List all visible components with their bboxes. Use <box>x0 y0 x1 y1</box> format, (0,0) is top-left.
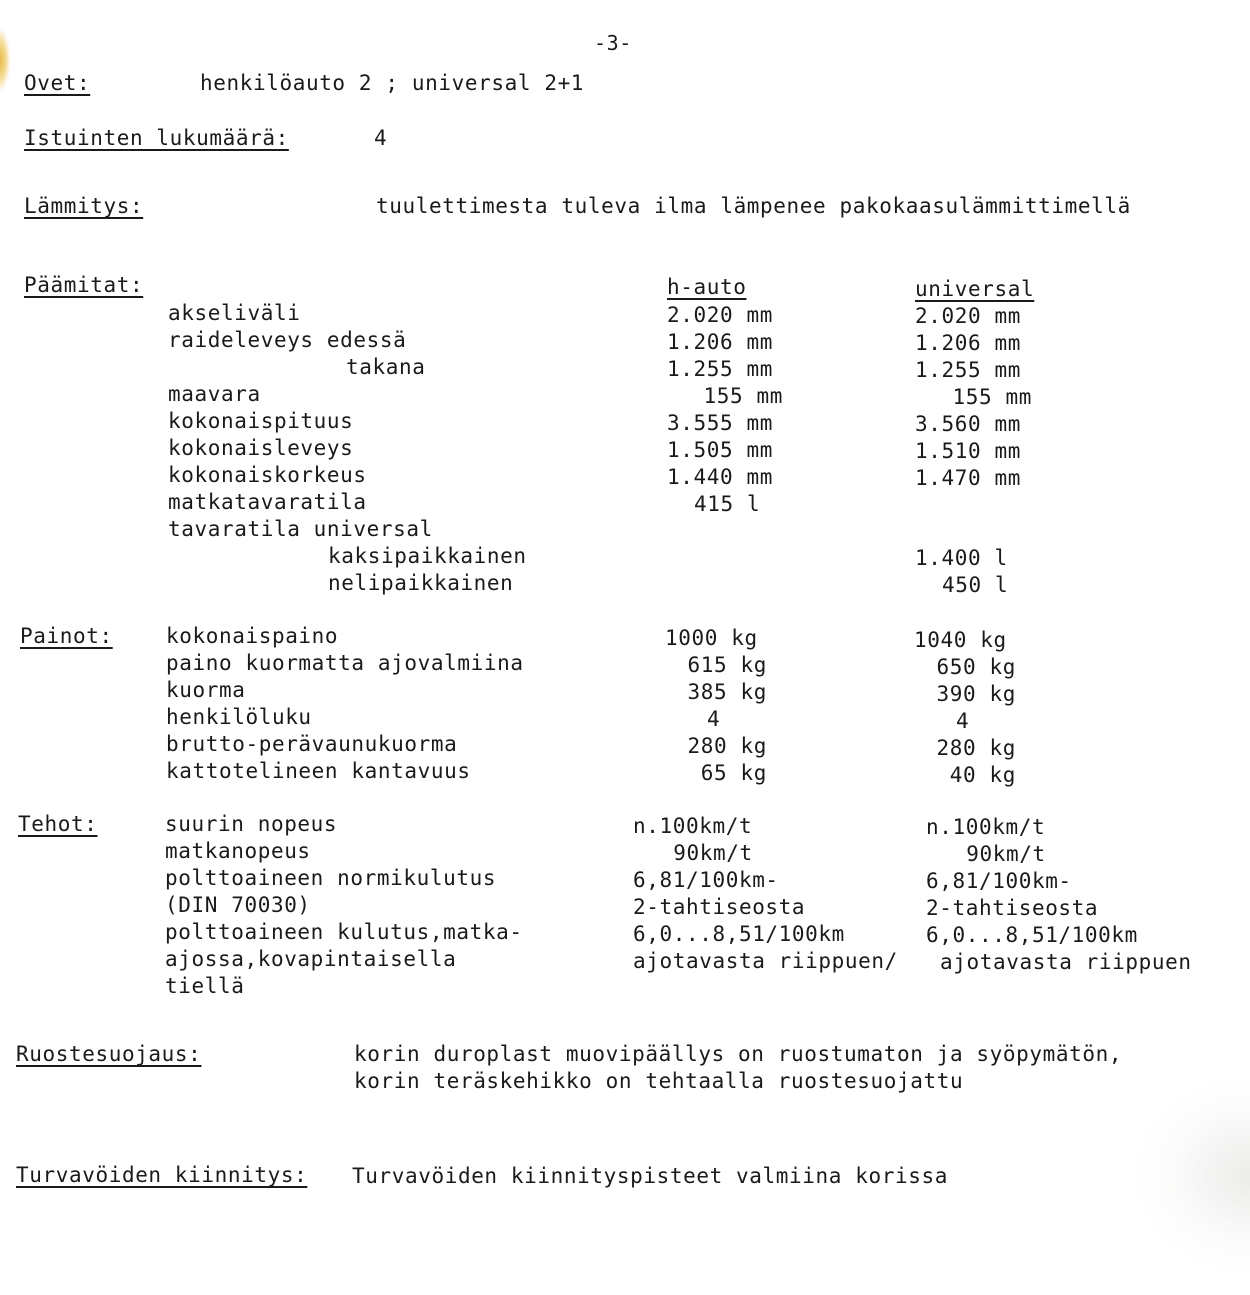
dim-row-name: takana <box>346 355 426 379</box>
belts-value: Turvavöiden kiinnityspisteet valmiina korissa <box>352 1164 948 1188</box>
dim-row-hauto: 155 mm <box>703 384 783 408</box>
dim-row-hauto: 3.555 mm <box>667 411 773 435</box>
dim-row-hauto: 1.440 mm <box>667 465 773 489</box>
dim-row-name: tavaratila universal <box>168 517 433 541</box>
weight-row-hauto: 385 kg <box>687 680 767 704</box>
performance-item: tiellä <box>165 974 245 998</box>
weight-row-name: kokonaispaino <box>166 624 339 648</box>
belts-label: Turvavöiden kiinnitys: <box>16 1163 308 1187</box>
weights-label: Painot: <box>20 624 113 648</box>
weight-row-universal: 40 kg <box>949 763 1016 787</box>
weight-row-hauto: 1000 kg <box>665 626 758 650</box>
rust-label: Ruostesuojaus: <box>16 1042 202 1066</box>
dim-row-universal: 1.470 mm <box>915 466 1021 490</box>
weight-row-universal: 390 kg <box>936 682 1016 706</box>
performance-item: (DIN 70030) <box>165 893 311 917</box>
dim-row-hauto: 1.255 mm <box>667 357 773 381</box>
performance-hauto: 6,81/100km- <box>633 868 779 892</box>
dim-row-name: maavara <box>168 382 261 406</box>
weight-row-hauto: 280 kg <box>687 734 767 758</box>
performance-universal: 6,0...8,51/100km <box>926 923 1138 947</box>
dim-row-hauto: 415 l <box>694 492 761 516</box>
doors-value: henkilöauto 2 ; universal 2+1 <box>200 71 585 95</box>
dim-row-name: kokonaisleveys <box>168 436 354 460</box>
page-number: -3- <box>594 31 632 55</box>
heating-value: tuulettimesta tuleva ilma lämpenee pakokaasulämmittimellä <box>376 194 1131 218</box>
dim-row-universal: 1.400 l <box>915 546 1008 570</box>
weight-row-hauto: 65 kg <box>700 761 767 785</box>
performance-universal: n.100km/t <box>926 815 1046 839</box>
performance-hauto: 6,0...8,51/100km <box>633 922 845 946</box>
dim-row-name: nelipaikkainen <box>328 571 514 595</box>
weight-row-hauto: 615 kg <box>687 653 767 677</box>
performance-hauto: 90km/t <box>660 841 753 865</box>
performance-item: suurin nopeus <box>165 812 338 836</box>
dim-row-name: raideleveys edessä <box>168 328 407 352</box>
rust-line-2: korin teräskehikko on tehtaalla ruostesuojattu <box>354 1069 964 1093</box>
performance-universal: 90km/t <box>953 842 1046 866</box>
weight-row-universal: 4 <box>956 709 970 733</box>
dim-row-universal: 155 mm <box>952 385 1032 409</box>
weight-row-hauto: 4 <box>707 707 721 731</box>
dim-row-hauto: 1.505 mm <box>667 438 773 462</box>
dim-row-name: kokonaispituus <box>168 409 354 433</box>
performance-item: polttoaineen kulutus,matka- <box>165 920 523 944</box>
paper-speckle <box>1140 1080 1250 1270</box>
performance-hauto: ajotavasta riippuen/ <box>633 949 898 973</box>
doors-label: Ovet: <box>24 71 91 95</box>
weight-row-universal: 280 kg <box>936 736 1016 760</box>
dim-row-universal: 450 l <box>942 573 1009 597</box>
seats-label: Istuinten lukumäärä: <box>24 126 289 150</box>
dim-row-universal: 1.206 mm <box>915 331 1021 355</box>
dimensions-col-universal: universal <box>915 277 1035 301</box>
performance-hauto: 2-tahtiseosta <box>633 895 806 919</box>
weight-row-name: kattotelineen kantavuus <box>166 759 471 783</box>
seats-value: 4 <box>374 126 388 150</box>
performance-label: Tehot: <box>18 812 98 836</box>
weight-row-name: henkilöluku <box>166 705 312 729</box>
performance-universal: 6,81/100km- <box>926 869 1072 893</box>
dim-row-name: kaksipaikkainen <box>328 544 527 568</box>
performance-universal: 2-tahtiseosta <box>926 896 1099 920</box>
weight-row-name: kuorma <box>166 678 246 702</box>
dim-row-name: matkatavaratila <box>168 490 367 514</box>
dim-row-universal: 1.255 mm <box>915 358 1021 382</box>
performance-item: matkanopeus <box>165 839 311 863</box>
dim-row-hauto: 1.206 mm <box>667 330 773 354</box>
dim-row-universal: 2.020 mm <box>915 304 1021 328</box>
performance-item: polttoaineen normikulutus <box>165 866 497 890</box>
dim-row-hauto: 2.020 mm <box>667 303 773 327</box>
performance-hauto: n.100km/t <box>633 814 753 838</box>
dim-row-universal: 1.510 mm <box>915 439 1021 463</box>
dimensions-label: Päämitat: <box>24 273 144 297</box>
weight-row-universal: 650 kg <box>936 655 1016 679</box>
paper-stain <box>0 30 10 90</box>
dimensions-col-hauto: h-auto <box>667 275 747 299</box>
rust-line-1: korin duroplast muovipäällys on ruostumaton ja syöpymätön, <box>354 1042 1123 1066</box>
weight-row-name: paino kuormatta ajovalmiina <box>166 651 524 675</box>
performance-item: ajossa,kovapintaisella <box>165 947 457 971</box>
heating-label: Lämmitys: <box>24 194 144 218</box>
dim-row-universal: 3.560 mm <box>915 412 1021 436</box>
weight-row-universal: 1040 kg <box>914 628 1007 652</box>
performance-universal: ajotavasta riippuen <box>940 950 1192 974</box>
dim-row-name: kokonaiskorkeus <box>168 463 367 487</box>
weight-row-name: brutto-perävaunukuorma <box>166 732 458 756</box>
dim-row-name: akseliväli <box>168 301 301 325</box>
